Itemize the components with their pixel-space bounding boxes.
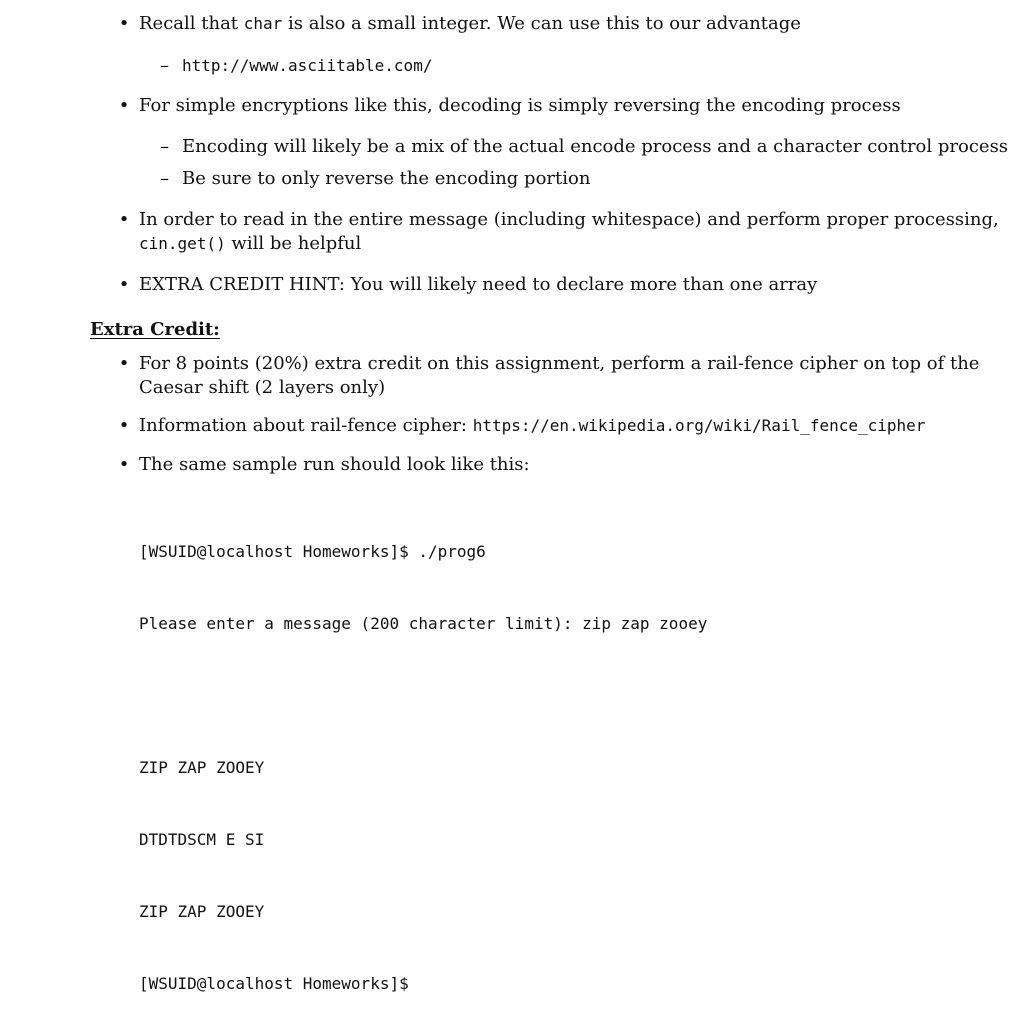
bullet-marker: •	[118, 274, 130, 295]
ascii-table-url[interactable]: http://www.asciitable.com/	[182, 56, 433, 75]
hint-text-before: Recall that	[139, 13, 244, 34]
code-line: [WSUID@localhost Homeworks]$	[139, 974, 409, 993]
code-line: ZIP ZAP ZOOEY	[139, 902, 265, 921]
info-label: Information about rail-fence cipher:	[139, 415, 473, 436]
hint-text-after: is also a small integer. We can use this to our advantage	[282, 13, 801, 34]
hint-text: In order to read in the entire message (including whitespace) and perform proper processing,	[139, 209, 999, 230]
bullet-marker: •	[118, 13, 130, 34]
hint-text: EXTRA CREDIT HINT: You will likely need to declare more than one array	[139, 274, 818, 295]
cin-get-code: cin.get()	[139, 234, 226, 253]
dash-marker: –	[160, 55, 169, 76]
code-line: [WSUID@localhost Homeworks]$ ./prog6	[139, 542, 486, 561]
bullet-marker: •	[118, 454, 130, 475]
bullet-marker: •	[118, 353, 130, 374]
hint-text-after: will be helpful	[225, 233, 362, 254]
code-line: Please enter a message (200 character limit): zip zap zooey	[139, 614, 708, 633]
dash-marker: –	[160, 136, 169, 157]
hint-text: For simple encryptions like this, decoding is simply reversing the encoding process	[139, 95, 901, 116]
bullet-marker: •	[118, 209, 130, 230]
sub-item-text: Encoding will likely be a mix of the actual encode process and a character control process	[182, 136, 1009, 157]
sample-intro-text: The same sample run should look like this:	[139, 454, 530, 475]
wikipedia-url[interactable]: https://en.wikipedia.org/wiki/Rail_fence_cipher	[472, 416, 926, 435]
dash-marker: –	[160, 168, 169, 189]
code-line	[139, 684, 707, 708]
extra-credit-text: For 8 points (20%) extra credit on this assignment, perform a rail-fence cipher on top of the	[139, 353, 980, 374]
sample-run-block	[139, 492, 707, 1020]
section-heading: Extra Credit:	[90, 319, 220, 340]
code-line: DTDTDSCM E SI	[139, 830, 265, 849]
bullet-marker: •	[118, 95, 130, 116]
sub-item-text: Be sure to only reverse the encoding portion	[182, 168, 591, 189]
char-keyword: char	[243, 14, 283, 33]
bullet-marker: •	[118, 415, 130, 436]
code-line: ZIP ZAP ZOOEY	[139, 758, 265, 777]
extra-credit-text: Caesar shift (2 layers only)	[139, 377, 386, 398]
